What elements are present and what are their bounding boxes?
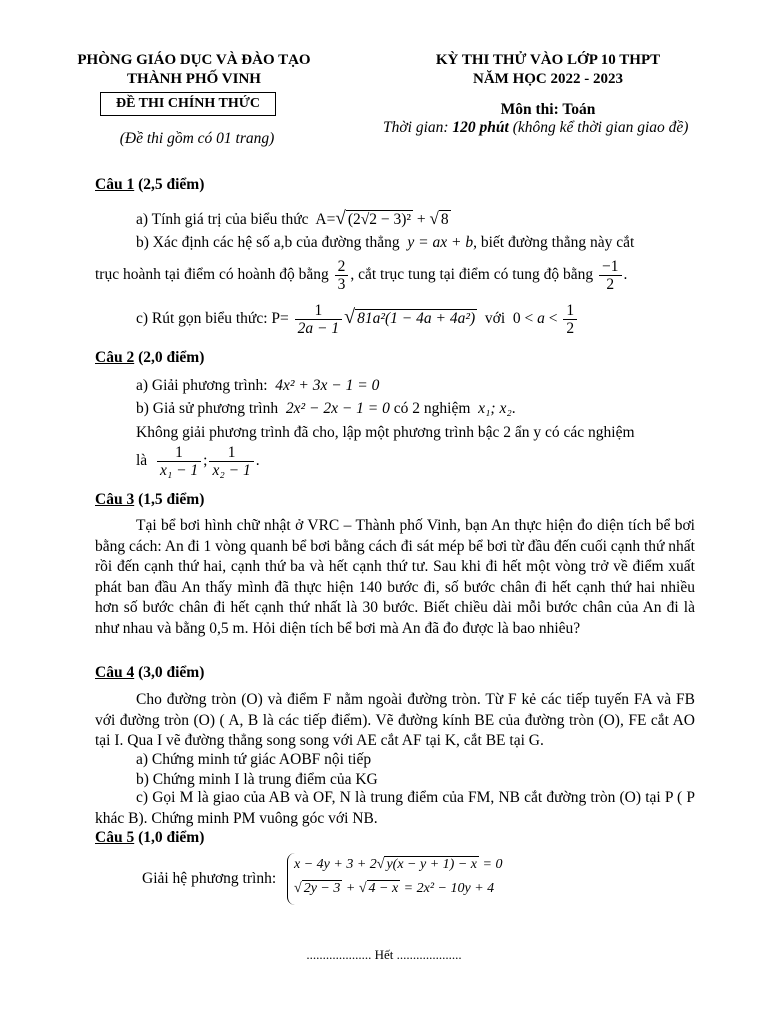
q2-b: b) Giả sử phương trình 2x² − 2x − 1 = 0 có 2 nghiệm x₁; x₂.	[136, 400, 516, 417]
school-year: NĂM HỌC 2022 - 2023	[473, 71, 623, 87]
q2-title: Câu 2 (2,0 điểm)	[95, 349, 205, 366]
q1-title: Câu 1 (2,5 điểm)	[95, 176, 205, 193]
end-marker: .................... Hết ....................	[306, 947, 462, 962]
q2-c-roots: là $\frac{1}{\text{x₁ − 1}}$ ; $\frac{1}{\text{x₂ − 1}}$ .	[136, 444, 260, 479]
q4-b: b) Chứng minh I là trung điểm của KG	[136, 771, 378, 788]
q1-c: c) Rút gọn biểu thức: P= $\frac{1}{2a - 1}$ √ 81a²(1 − 4a + 4a²) với 0 < a < $\frac{1}{2}$	[136, 302, 579, 337]
subject: Môn thi: Toán	[500, 101, 596, 118]
q5-text: Giải hệ phương trình:	[142, 870, 277, 887]
q4-text: Cho đường tròn (O) và điểm F nằm ngoài đường tròn. Từ F kẻ các tiếp tuyến FA và FB với đường tròn (O) ( A, B là các tiếp điểm). Vẽ đường kính BE của đường tròn (O), FE cắt AO tại I. Qua I vẽ đường thẳng song song với AE cắt AF tại K, cắt BE tại G.	[95, 691, 695, 750]
pages-note: (Đề thi gồm có 01 trang)	[119, 130, 275, 147]
equation-system	[287, 853, 534, 905]
q3-title: Câu 3 (1,5 điểm)	[95, 491, 205, 508]
city-name: THÀNH PHỐ VINH	[127, 71, 261, 87]
time-label: Thời gian:	[383, 119, 449, 136]
dept-name: PHÒNG GIÁO DỤC VÀ ĐÀO TẠO	[77, 52, 311, 68]
q1-b: b) Xác định các hệ số a,b của đường thẳng y = ax + b, biết đường thẳng này cắt	[136, 234, 635, 251]
official-exam-box: ĐỀ THI CHÍNH THỨC	[100, 92, 276, 116]
q5-title: Câu 5 (1,0 điểm)	[95, 829, 205, 846]
exam-title: KỲ THI THỬ VÀO LỚP 10 THPT	[435, 52, 661, 68]
q3-text: Tại bể bơi hình chữ nhật ở VRC – Thành phố Vinh, bạn An thực hiện đo diện tích bể bơi bằng cách: An đi 1 vòng quanh bể bơi bằng cách đi sát mép bể bơi từ đầu đến cuối cạnh thứ nhất rồi đến cạnh thứ hai, cạnh thứ ba và hết cạnh thứ tư. Sau khi đi hết một vòng trở về điểm xuất phát ban đầu An thấy mình đã thực hiện 140 bước đi, số bước chân đi hết cạnh thứ hai nhiều hơn số bước chân đi hết cạnh thứ nhất là 30 bước. Biết chiều dài mỗi bước chân của An đi là như nhau và bằng 0,5 m. Hỏi diện tích bể bơi mà An đã đo được là bao nhiêu?	[95, 517, 695, 637]
q1-b-line2: trục hoành tại điểm có hoành độ bằng $\frac{2}{3}$ , cắt trục tung tại điểm có tung độ bằng $\frac{-1}{2}$ .	[95, 258, 628, 293]
q4-a: a) Chứng minh tứ giác AOBF nội tiếp	[136, 751, 372, 768]
q4-c: c) Gọi M là giao của AB và OF, N là trung điểm của FM, NB cắt đường tròn (O) tại P ( P khác B). Chứng minh PM vuông góc với NB.	[95, 789, 695, 827]
q2-a: a) Giải phương trình: 4x² + 3x − 1 = 0	[136, 377, 380, 394]
time-value: 120 phút	[452, 119, 509, 136]
time-line	[383, 119, 688, 137]
q4-title: Câu 4 (3,0 điểm)	[95, 664, 205, 681]
equation-2: √ 2y − 3 + √ 4 − x = 2x² − 10y + 4	[294, 881, 495, 896]
q2-c: Không giải phương trình đã cho, lập một phương trình bậc 2 ẩn y có các nghiệm	[136, 424, 635, 441]
equation-1: x − 4y + 3 + 2√ y(x − y + 1) − x = 0	[294, 857, 503, 872]
time-note: (không kể thời gian giao đề)	[512, 119, 689, 136]
q1-a: a) Tính giá trị của biểu thức A=√ (2√2 − 3)² + √ 8	[136, 208, 449, 229]
